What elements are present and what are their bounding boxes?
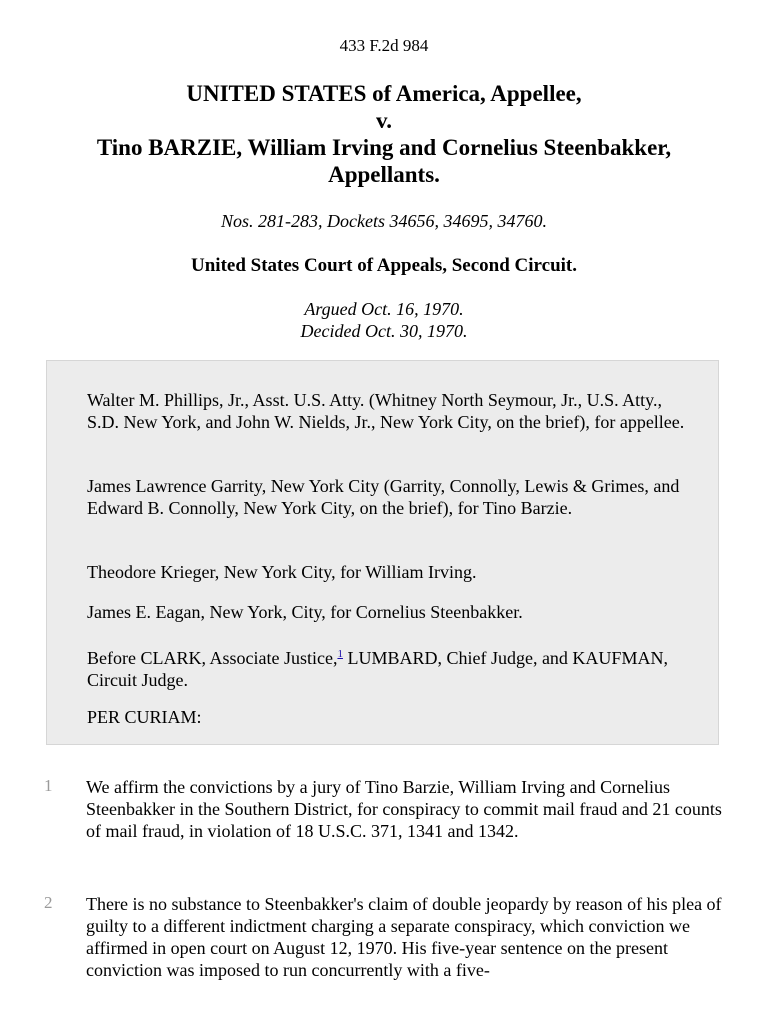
counsel-barzie: James Lawrence Garrity, New York City (Garrity, Connolly, Lewis & Grimes, and Edward B. Connolly, New York City, on the brief), for Tino Barzie. (87, 476, 680, 518)
footnote-link[interactable]: 1 (337, 648, 343, 660)
citation: 433 F.2d 984 (339, 36, 429, 55)
counsel-irving: Theodore Krieger, New York City, for William Irving. (87, 562, 477, 582)
caption-appellee: UNITED STATES of America, Appellee, (186, 81, 582, 106)
opinion-paragraph: We affirm the convictions by a jury of Tino Barzie, William Irving and Cornelius Steenbakker in the Southern District, for conspiracy to commit mail fraud and 21 counts of mail fraud, in violation of 18 U.S.C. 371, 1341 and 1342. (86, 777, 722, 841)
case-caption (0, 80, 768, 188)
case-dates (0, 298, 768, 342)
counsel-panel (46, 360, 719, 745)
caption-versus: v. (376, 108, 392, 133)
counsel-steenbakker: James E. Eagan, New York, City, for Cornelius Steenbakker. (87, 602, 523, 622)
panel-judges (87, 642, 687, 691)
caption-appellants: Tino BARZIE, William Irving and Cornelius Steenbakker, (96, 135, 672, 160)
docket-numbers: Nos. 281-283, Dockets 34656, 34695, 34760. (221, 211, 547, 231)
court-name: United States Court of Appeals, Second Circuit. (191, 255, 577, 276)
counsel-appellee: Walter M. Phillips, Jr., Asst. U.S. Atty. (Whitney North Seymour, Jr., U.S. Atty., S.D. New York, and John W. Nields, Jr., New York City, on the brief), for appellee. (87, 390, 685, 432)
per-curiam-label: PER CURIAM: (87, 707, 202, 727)
panel-judges-rest: LUMBARD, Chief Judge, and KAUFMAN, Circuit Judge. (87, 648, 668, 690)
caption-appellants-role: Appellants. (328, 162, 440, 187)
paragraph-number: 2 (44, 893, 53, 912)
paragraph-number: 1 (44, 776, 53, 795)
opinion-paragraph: There is no substance to Steenbakker's claim of double jeopardy by reason of his plea of guilty to a different indictment charging a separate conspiracy, which conviction we affirmed in open court on August 12, 1970. His five-year sentence on the present conviction was imposed to run concurrently with a five- (86, 894, 722, 980)
argued-date: Argued Oct. 16, 1970. (304, 299, 464, 319)
decided-date: Decided Oct. 30, 1970. (300, 321, 468, 341)
panel-judges-lead: Before CLARK, Associate Justice, (87, 648, 338, 668)
